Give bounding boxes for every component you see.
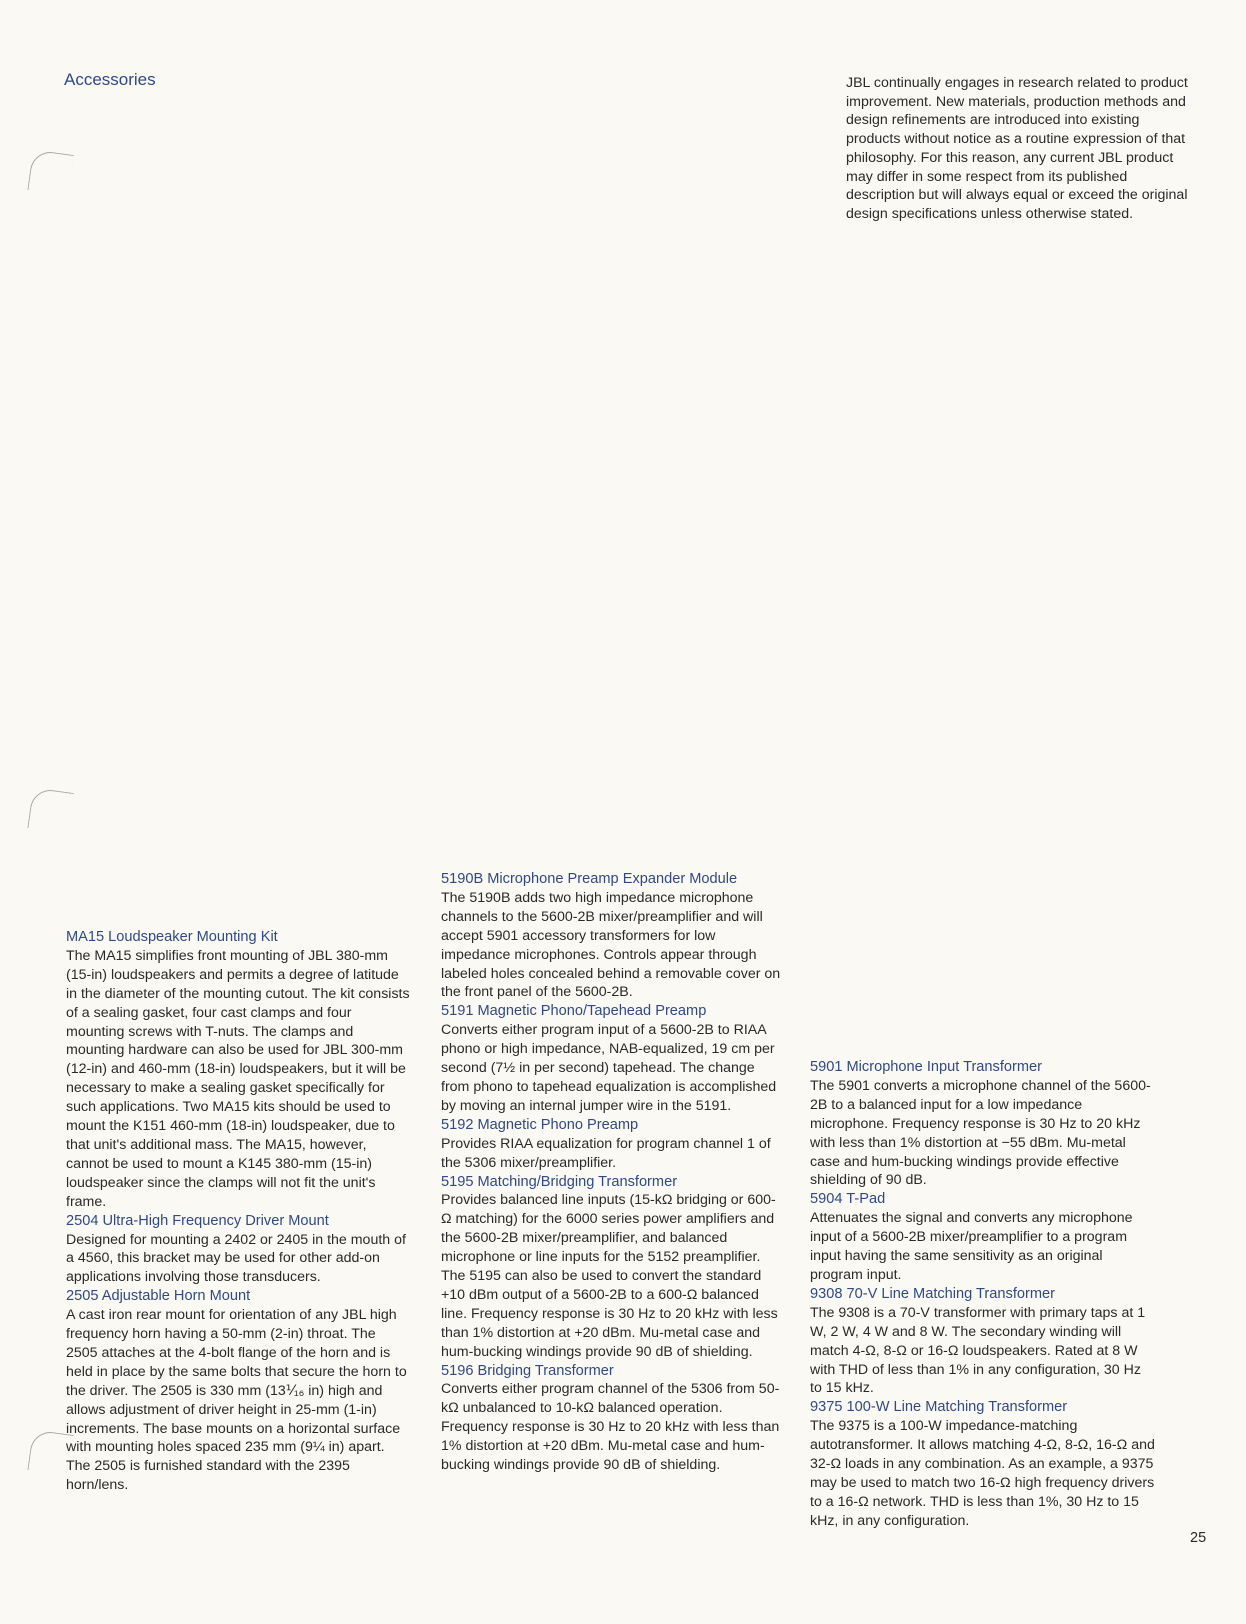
item-body: Provides balanced line inputs (15-kΩ bridging or 600-Ω matching) for the 6000 series power amplifiers and the 5600-2B mixer/preamplifier, and balanced microphone or line inputs for the 5152 preamplifier. The 5195 can also be used to convert the standard +10 dBm output of a 5600-2B to a 600-Ω balanced line. Frequency response is 30 Hz to 20 kHz with less than 1% distortion at +20 dBm. Mu-metal case and hum-bucking windings provide 90 dB of shielding. — [441, 1192, 778, 1360]
item-title: 5901 Microphone Input Transformer — [810, 1059, 1043, 1075]
item-title: 2504 Ultra-High Frequency Driver Mount — [66, 1212, 329, 1229]
item-body: Converts either program channel of the 5306 from 50-kΩ unbalanced to 10-kΩ balanced operation. Frequency response is 30 Hz to 20 kHz with less than 1% distortion at +20 dBm. Mu-metal case and hum-bucking windings provide 90 dB of shielding. — [441, 1381, 780, 1474]
accessory-item — [441, 1116, 786, 1173]
punch-hole-mark — [27, 787, 73, 833]
item-title: 5195 Matching/Bridging Transformer — [441, 1173, 678, 1190]
item-body: The 5901 converts a microphone channel of the 5600-2B to a balanced input for a low impedance microphone. Frequency response is 30 Hz to 20 kHz with less than 1% distortion at −55 dBm. Mu-metal case and hum-bucking windings provide effective shielding of 90 dB. — [810, 1077, 1151, 1189]
accessory-item — [810, 1058, 1155, 1190]
column-right — [810, 1058, 1155, 1531]
page-number: 25 — [1190, 1530, 1207, 1546]
item-body: Designed for mounting a 2402 or 2405 in the mouth of a 4560, this bracket may be used for other add-on applications involving those transducers. — [66, 1231, 406, 1286]
item-body: The 9375 is a 100-W impedance-matching autotransformer. It allows matching 4-Ω, 8-Ω, 16-Ω and 32-Ω loads in any combination. As an example, a 9375 may be used to match two 16-Ω high frequency drivers to a 16-Ω network. THD is less than 1%, 30 Hz to 15 kHz, in any configuration. — [810, 1418, 1155, 1529]
accessory-item — [810, 1190, 1155, 1285]
intro-paragraph: JBL continually engages in research related to product improvement. New materials, production methods and design refinements are introduced into existing products without notice as a routine expression of that philosophy. For this reason, any current JBL product may differ in some respect from its published description but will always equal or exceed the original design specifications unless otherwise stated. — [846, 75, 1188, 222]
accessory-item — [66, 928, 411, 1212]
item-title: 9308 70-V Line Matching Transformer — [810, 1285, 1055, 1302]
item-body: Attenuates the signal and converts any microphone input of a 5600-2B mixer/preamplifier to a program input having the same sensitivity as an original program input. — [810, 1210, 1133, 1283]
item-title: 5190B Microphone Preamp Expander Module — [441, 871, 738, 887]
section-title: Accessories — [64, 70, 156, 89]
column-middle — [441, 870, 786, 1475]
item-body: A cast iron rear mount for orientation of any JBL high frequency horn having a 50-mm (2-in) throat. The 2505 attaches at the 4-bolt flange of the horn and is held in place by the same bolts that secure the horn to the driver. The 2505 is 330 mm (13⅟₁₆ in) high and allows adjustment of driver height in 25-mm (1-in) increments. The base mounts on a horizontal surface with mounting holes spaced 235 mm (9¼ in) apart. The 2505 is furnished standard with the 2395 horn/lens. — [66, 1307, 407, 1494]
accessory-item — [66, 1287, 411, 1495]
item-body: Provides RIAA equalization for program channel 1 of the 5306 mixer/preamplifier. — [441, 1135, 771, 1171]
accessory-item — [441, 1173, 786, 1362]
accessory-item — [66, 1212, 411, 1288]
punch-hole-mark — [27, 149, 73, 195]
item-title: 9375 100-W Line Matching Transformer — [810, 1399, 1068, 1416]
item-title: 5904 T-Pad — [810, 1191, 886, 1208]
item-body: The 9308 is a 70-V transformer with primary taps at 1 W, 2 W, 4 W and 8 W. The secondary winding will match 4-Ω, 8-Ω or 16-Ω loudspeakers. Rated at 8 W with THD of less than 1% in any configuration, 30 Hz to 15 kHz. — [810, 1304, 1146, 1397]
item-body: The MA15 simplifies front mounting of JBL 380-mm (15-in) loudspeakers and permits a degree of latitude in the diameter of the mounting cutout. The kit consists of a sealing gasket, four cast clamps and four mounting screws with T-nuts. The clamps and mounting hardware can also be used for JBL 300-mm (12-in) and 460-mm (18-in) loudspeakers, but it will be necessary to make a sealing gasket specifically for such applications. Two MA15 kits should be used to mount the K151 460-mm (18-in) loudspeaker, due to that unit's additional mass. The MA15, however, cannot be used to mount a K145 380-mm (15-in) loudspeaker since the clamps will not fit the unit's frame. — [66, 947, 410, 1210]
accessory-item — [810, 1285, 1155, 1398]
item-title: 5191 Magnetic Phono/Tapehead Preamp — [441, 1003, 707, 1020]
item-body: Converts either program input of a 5600-2B to RIAA phono or high impedance, NAB-equalized, 19 cm per second (7½ in per second) tapehead. The change from phono to tapehead equalization is accomplished by moving an internal jumper wire in the 5191. — [441, 1022, 777, 1114]
accessory-item — [441, 1002, 786, 1115]
column-left — [66, 928, 411, 1495]
item-title: MA15 Loudspeaker Mounting Kit — [66, 929, 278, 945]
item-body: The 5190B adds two high impedance microphone channels to the 5600-2B mixer/preamplifier and will accept 5901 accessory transformers for low impedance microphones. Controls appear through labeled holes concealed behind a removable cover on the front panel of the 5600-2B. — [441, 889, 781, 1001]
item-title: 2505 Adjustable Horn Mount — [66, 1288, 251, 1305]
accessory-item — [441, 1362, 786, 1475]
accessory-item — [441, 870, 786, 1002]
accessory-item — [810, 1398, 1155, 1530]
item-title: 5196 Bridging Transformer — [441, 1362, 614, 1379]
item-title: 5192 Magnetic Phono Preamp — [441, 1116, 639, 1133]
